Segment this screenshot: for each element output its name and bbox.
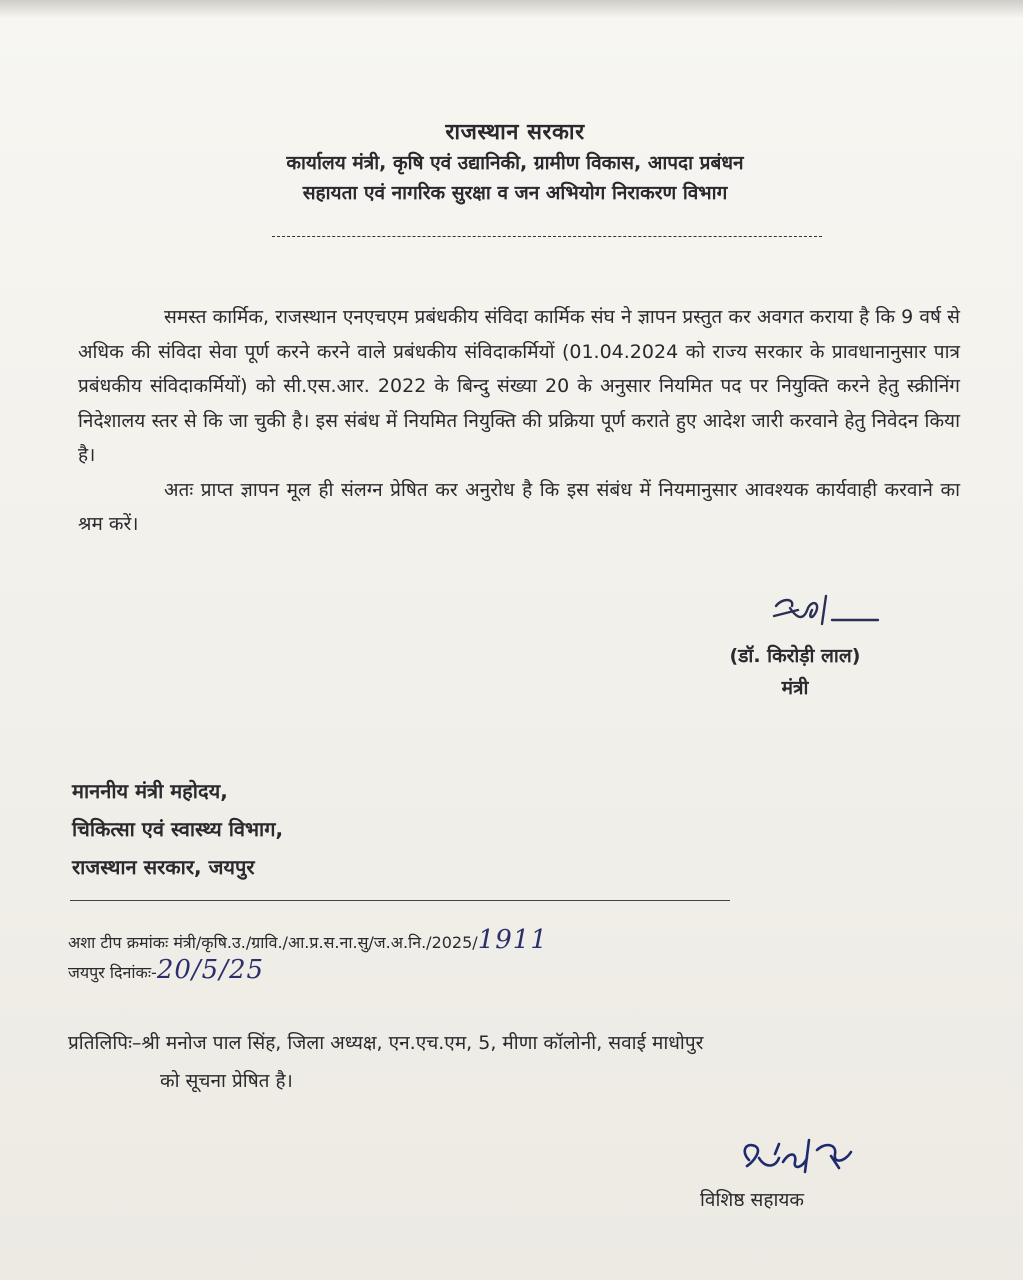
letterhead-department: सहायता एवं नागरिक सुरक्षा व जन अभियोग निराकरण विभाग	[302, 182, 728, 204]
copy-to-line-2: को सूचना प्रेषित है।	[160, 1070, 293, 1092]
letterhead-divider	[272, 236, 822, 237]
recipient-line-3: राजस्थान सरकार, जयपुर	[72, 855, 255, 879]
reference-prefix: अशा टीप क्रमांकः मंत्री/कृषि.उ./ग्रावि./आ.प्र.स.ना.सु/ज.अ.नि./2025/	[68, 933, 478, 952]
date-handwritten-value: 20/5/25	[156, 955, 265, 985]
reference-handwritten-number: 1911	[477, 925, 548, 955]
assistant-signature	[735, 1132, 865, 1192]
reference-number	[68, 926, 548, 957]
assistant-title: विशिष्ठ सहायक	[700, 1189, 805, 1211]
signatory-block	[700, 640, 890, 704]
body-paragraph-2: अतः प्राप्त ज्ञापन मूल ही संलग्न प्रेषित कर अनुरोध है कि इस संबंध में नियमानुसार आवश्यक कार्यवाही करवाने का श्रम करें।	[78, 478, 960, 535]
letterhead-government: राजस्थान सरकार	[445, 120, 585, 145]
date-prefix: जयपुर दिनांकः-	[68, 963, 157, 982]
copy-to	[68, 1024, 978, 1100]
recipient-divider	[70, 900, 730, 901]
minister-signature	[768, 590, 888, 640]
date-line	[68, 956, 264, 987]
letterhead-office: कार्यालय मंत्री, कृषि एवं उद्यानिकी, ग्रामीण विकास, आपदा प्रबंधन	[286, 152, 744, 174]
copy-to-line-1: प्रतिलिपिः–श्री मनोज पाल सिंह, जिला अध्यक्ष, एन.एच.एम, 5, मीणा कॉलोनी, सवाई माधोपुर	[68, 1032, 704, 1054]
letter-body	[78, 300, 960, 542]
body-paragraph-1: समस्त कार्मिक, राजस्थान एनएचएम प्रबंधकीय संविदा कार्मिक संघ ने ज्ञापन प्रस्तुत कर अवगत कराया है कि 9 वर्ष से अधिक की संविदा सेवा पूर्ण करने करने वाले प्रबंधकीय संविदाकर्मियों (01.04.2024 को राज्य सरकार के प्रावधानानुसार पात्र प्रबंधकीय संविदाकर्मियों) को सी.एस.आर. 2022 के बिन्दु संख्या 20 के अनुसार नियमित पद पर नियुक्ति करने हेतु स्क्रीनिंग निदेशालय स्तर से कि जा चुकी है। इस संबंध में नियमित नियुक्ति की प्रक्रिया पूर्ण कराते हुए आदेश जारी करवाने हेतु निवेदन किया है।	[78, 306, 960, 466]
recipient-address	[72, 772, 283, 886]
recipient-line-2: चिकित्सा एवं स्वास्थ्य विभाग,	[72, 817, 284, 841]
signatory-name: (डॉ. किरोड़ी लाल)	[729, 645, 861, 667]
recipient-line-1: माननीय मंत्री महोदय,	[72, 779, 228, 803]
letterhead	[150, 118, 880, 208]
signatory-title: मंत्री	[781, 677, 809, 699]
page-edge-shadow	[0, 0, 1023, 18]
